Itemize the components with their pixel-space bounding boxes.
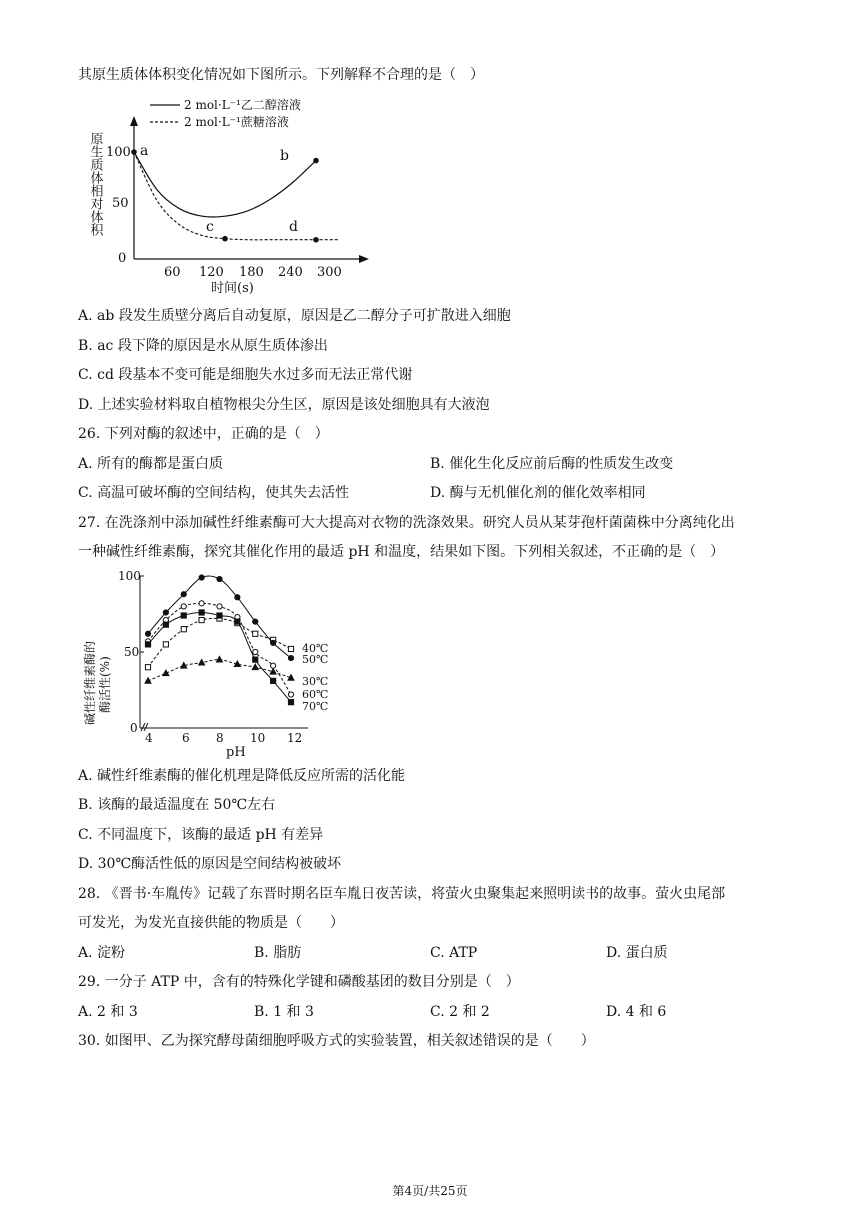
marker-50c bbox=[163, 610, 168, 615]
point-b bbox=[313, 158, 319, 164]
x-tick-300: 300 bbox=[317, 265, 342, 280]
legend-70c: 70℃ bbox=[302, 700, 329, 713]
marker-60c bbox=[288, 692, 293, 697]
q26-option-b: B. 催化生化反应前后酶的性质发生改变 bbox=[430, 456, 674, 472]
q29-option-c: C. 2 和 2 bbox=[430, 1004, 490, 1020]
legend-60c: 60℃ bbox=[302, 688, 329, 701]
x-tick-6: 6 bbox=[182, 731, 190, 745]
y-axis-label-line2: 酶活性(%) bbox=[98, 656, 112, 713]
marker-30c bbox=[252, 664, 258, 670]
q27-option-b: B. 该酶的最适温度在 50℃左右 bbox=[78, 797, 276, 813]
page-number: 第4页/共25页 bbox=[392, 1184, 468, 1198]
q28-option-a: A. 淀粉 bbox=[78, 945, 126, 961]
y-axis-label-line1: 碱性纤维素酶的 bbox=[83, 640, 97, 725]
marker-70c bbox=[288, 700, 293, 705]
marker-70c bbox=[199, 610, 204, 615]
y-tick-100: 100 bbox=[106, 145, 131, 160]
marker-70c bbox=[163, 622, 168, 627]
marker-70c bbox=[271, 678, 276, 683]
q26-option-d: D. 酶与无机催化剂的催化效率相同 bbox=[430, 485, 646, 501]
q28-option-c: C. ATP bbox=[430, 945, 478, 961]
x-tick-60: 60 bbox=[164, 265, 181, 280]
q25-option-b: B. ac 段下降的原因是水从原生质体渗出 bbox=[78, 338, 328, 354]
point-label-b: b bbox=[280, 148, 289, 164]
marker-50c bbox=[253, 619, 258, 624]
q27-option-c: C. 不同温度下，该酶的最适 pH 有差异 bbox=[78, 827, 324, 843]
legend-30c: 30℃ bbox=[302, 675, 329, 688]
q27-stem-line2: 一种碱性纤维素酶，探究其催化作用的最适 pH 和温度，结果如下图。下列相关叙述，不正确的是（ ） bbox=[78, 544, 725, 560]
x-tick-4: 4 bbox=[145, 731, 153, 745]
x-axis-label: 时间(s) bbox=[211, 281, 254, 296]
enzyme-activity-chart bbox=[78, 565, 348, 760]
marker-50c bbox=[271, 640, 276, 645]
x-tick-120: 120 bbox=[199, 265, 224, 280]
legend-ethylene-glycol: 2 mol·L⁻¹乙二醇溶液 bbox=[184, 98, 301, 112]
q27-option-d: D. 30℃酶活性低的原因是空间结构被破坏 bbox=[78, 856, 342, 872]
q29-stem: 29. 一分子 ATP 中，含有的特殊化学键和磷酸基团的数目分别是（ ） bbox=[78, 974, 520, 990]
q28-option-d: D. 蛋白质 bbox=[606, 945, 668, 961]
marker-40c bbox=[163, 642, 168, 647]
q28-option-b: B. 脂肪 bbox=[254, 945, 302, 961]
marker-60c bbox=[199, 601, 204, 606]
point-label-a: a bbox=[140, 143, 149, 159]
marker-70c bbox=[145, 642, 150, 647]
marker-40c bbox=[145, 665, 150, 670]
y-tick-100: 100 bbox=[118, 569, 141, 583]
point-c bbox=[222, 236, 228, 242]
x-tick-180: 180 bbox=[239, 265, 264, 280]
series-sucrose bbox=[134, 152, 339, 240]
marker-50c bbox=[235, 595, 240, 600]
x-tick-12: 12 bbox=[287, 731, 303, 745]
point-label-c: c bbox=[206, 219, 214, 235]
marker-60c bbox=[253, 649, 258, 654]
marker-70c bbox=[235, 619, 240, 624]
marker-30c bbox=[199, 659, 205, 665]
marker-40c bbox=[253, 631, 258, 636]
q25-option-d: D. 上述实验材料取自植物根尖分生区，原因是该处细胞具有大液泡 bbox=[78, 397, 490, 413]
q27-option-a: A. 碱性纤维素酶的催化机理是降低反应所需的活化能 bbox=[78, 768, 406, 784]
marker-60c bbox=[181, 604, 186, 609]
q28-stem-line1: 28. 《晋书·车胤传》记载了东晋时期名臣车胤日夜苦读，将萤火虫聚集起来照明读书的故事。萤火虫尾部 bbox=[78, 886, 726, 902]
x-tick-10: 10 bbox=[250, 731, 266, 745]
q29-option-a: A. 2 和 3 bbox=[78, 1004, 138, 1020]
q26-stem: 26. 下列对酶的叙述中，正确的是（ ） bbox=[78, 426, 329, 442]
marker-30c bbox=[217, 656, 223, 662]
marker-70c bbox=[181, 613, 186, 618]
q25-option-a: A. ab 段发生质壁分离后自动复原，原因是乙二醇分子可扩散进入细胞 bbox=[78, 308, 511, 324]
marker-50c bbox=[145, 631, 150, 636]
marker-30c bbox=[270, 669, 276, 675]
point-label-d: d bbox=[289, 219, 298, 235]
marker-70c bbox=[217, 613, 222, 618]
y-axis-label: 原生质体相对体积 bbox=[87, 132, 103, 236]
q25-option-c: C. cd 段基本不变可能是细胞失水过多而无法正常代谢 bbox=[78, 367, 413, 383]
legend-40c: 40℃ bbox=[302, 642, 329, 655]
marker-50c bbox=[288, 655, 293, 660]
legend-50c: 50℃ bbox=[302, 653, 329, 666]
marker-50c bbox=[199, 575, 204, 580]
q28-stem-line2: 可发光，为发光直接供能的物质是（ ） bbox=[78, 915, 344, 931]
q27-stem-line1: 27. 在洗涤剂中添加碱性纤维素酶可大大提高对衣物的洗涤效果。研究人员从某芽孢杆菌菌株中分离纯化出 bbox=[78, 515, 735, 531]
x-axis-arrow bbox=[359, 255, 369, 263]
marker-40c bbox=[288, 646, 293, 651]
marker-40c bbox=[199, 617, 204, 622]
marker-50c bbox=[181, 592, 186, 597]
x-tick-8: 8 bbox=[216, 731, 224, 745]
marker-50c bbox=[217, 576, 222, 581]
protoplast-volume-chart bbox=[78, 92, 378, 297]
y-tick-50: 50 bbox=[112, 196, 129, 211]
q29-option-b: B. 1 和 3 bbox=[254, 1004, 314, 1020]
marker-40c bbox=[181, 627, 186, 632]
marker-70c bbox=[253, 657, 258, 662]
x-axis-label: pH bbox=[226, 745, 246, 760]
marker-60c bbox=[217, 604, 222, 609]
marker-60c bbox=[271, 663, 276, 668]
y-tick-0: 0 bbox=[118, 251, 127, 266]
q26-option-c: C. 高温可破坏酶的空间结构，使其失去活性 bbox=[78, 485, 350, 501]
question-25-stem-tail: 其原生质体体积变化情况如下图所示。下列解释不合理的是（ ） bbox=[78, 67, 484, 83]
q29-option-d: D. 4 和 6 bbox=[606, 1004, 667, 1020]
x-tick-240: 240 bbox=[278, 265, 303, 280]
q30-stem: 30. 如图甲、乙为探究酵母菌细胞呼吸方式的实验装置，相关叙述错误的是（ ） bbox=[78, 1033, 595, 1049]
point-d bbox=[313, 237, 319, 243]
q26-option-a: A. 所有的酶都是蛋白质 bbox=[78, 456, 224, 472]
legend-sucrose: 2 mol·L⁻¹蔗糖溶液 bbox=[184, 115, 289, 129]
point-a bbox=[131, 149, 137, 155]
y-tick-50: 50 bbox=[124, 645, 140, 659]
y-tick-0: 0 bbox=[130, 721, 138, 735]
y-axis-arrow bbox=[130, 116, 138, 126]
